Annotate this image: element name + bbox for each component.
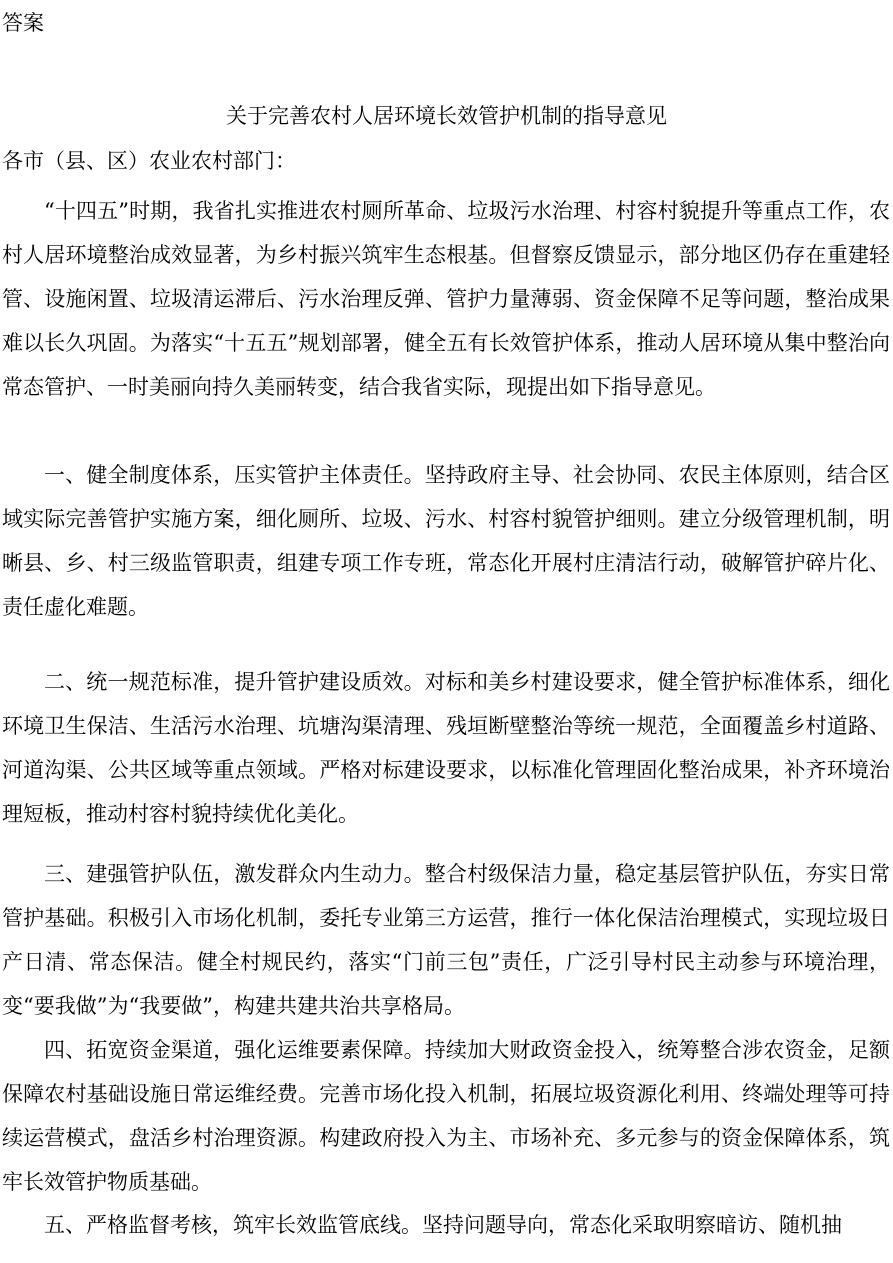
paragraph-section-3: 三、建强管护队伍，激发群众内生动力。整合村级保洁力量，稳定基层管护队伍，夯实日常管护基础。积极引入市场化机制，委托专业第三方运营，推行一体化保洁治理模式，实现垃圾日产日清、常态保洁。健全村规民约，落实“门前三包”责任，广泛引导村民主动参与环境治理，变“要我做”为“我要做”，构建共建共治共享格局。: [2, 862, 890, 1018]
paragraph-section-5: 五、严格监督考核，筑牢长效监管底线。坚持问题导向，常态化采取明察暗访、随机抽: [44, 1213, 842, 1237]
paragraph-section-4: 四、拓宽资金渠道，强化运维要素保障。持续加大财政资金投入，统筹整合涉农资金，足额保障农村基础设施日常运维经费。完善市场化投入机制，拓展垃圾资源化利用、终端处理等可持续运营模式，盘活乡村治理资源。构建政府投入为主、市场补充、多元参与的资金保障体系，筑牢长效管护物质基础。: [2, 1038, 890, 1194]
paragraph-section-1: 一、健全制度体系，压实管护主体责任。坚持政府主导、社会协同、农民主体原则，结合区域实际完善管护实施方案，细化厕所、垃圾、污水、村容村貌管护细则。建立分级管理机制，明晰县、乡、村三级监管职责，组建专项工作专班，常态化开展村庄清洁行动，破解管护碎片化、责任虚化难题。: [2, 463, 890, 619]
paragraph-section-2: 二、统一规范标准，提升管护建设质效。对标和美乡村建设要求，健全管护标准体系，细化环境卫生保洁、生活污水治理、坑塘沟渠清理、残垣断壁整治等统一规范，全面覆盖乡村道路、河道沟渠、公共区域等重点领域。严格对标建设要求，以标准化管理固化整治成果，补齐环境治理短板，推动村容村貌持续优化美化。: [2, 670, 890, 826]
answer-label: 答案: [2, 11, 44, 35]
paragraph-intro: “十四五”时期，我省扎实推进农村厕所革命、垃圾污水治理、村容村貌提升等重点工作，农村人居环境整治成效显著，为乡村振兴筑牢生态根基。但督察反馈显示，部分地区仍存在重建轻管、设施闲置、垃圾清运滞后、污水治理反弹、管护力量薄弱、资金保障不足等问题，整治成果难以长久巩固。为落实“十五五”规划部署，健全五有长效管护体系，推动人居环境从集中整治向常态管护、一时美丽向持久美丽转变，结合我省实际，现提出如下指导意见。: [2, 199, 890, 399]
salutation: 各市（县、区）农业农村部门：: [2, 149, 296, 173]
document-title: 关于完善农村人居环境长效管护机制的指导意见: [226, 104, 667, 128]
